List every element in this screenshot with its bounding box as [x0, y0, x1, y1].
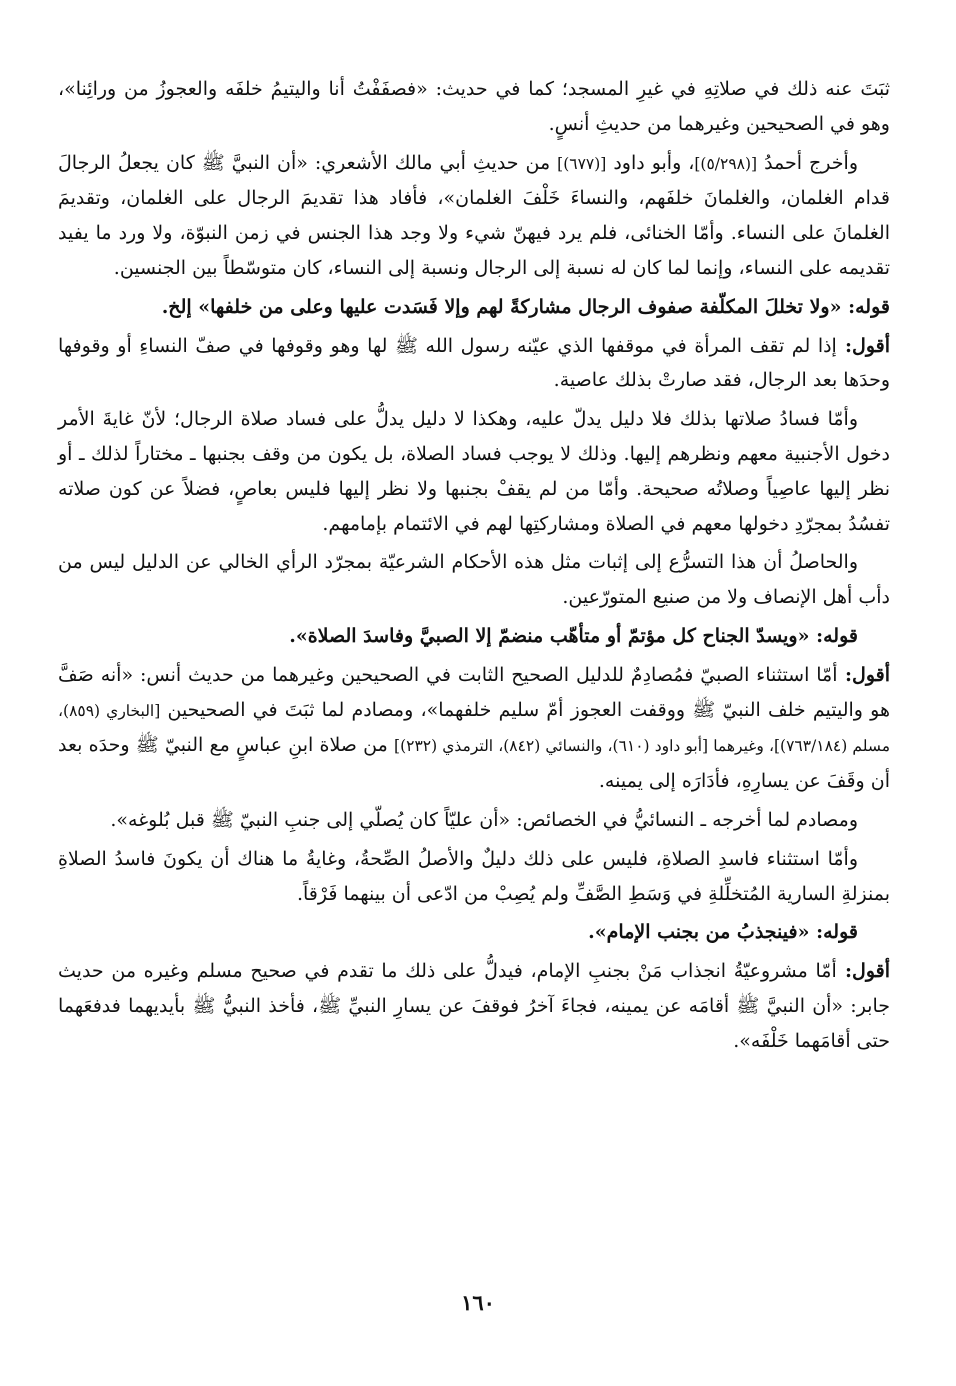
answer-3	[58, 954, 890, 1058]
page-number: ١٦٠	[461, 1290, 495, 1315]
paragraph-2-text-a: وأخرج أحمدُ	[757, 151, 858, 174]
answer-2-text-a: أمّا استثناء الصبيّ فمُصادِمٌ للدليل الصحيح الثابت في الصحيحين وغيرهما من حديث أنس: «أنه صَفَّ هو واليتيم خلف النبيّ ﷺ ووقفت العجوز أمّ سليم خلفهما»، ومصادم لما ثبَتَ في الصحيحين	[58, 663, 890, 721]
quote-3-text: «فينجذبُ من بجنب الإمام».	[588, 921, 810, 944]
answer-2-text-b: من صلاة ابنِ عباسٍ مع النبيّ ﷺ وحدَه بعد أن وقَفَ عن يسارِهِ، فأدَارَه إلى يمينه.	[58, 734, 890, 793]
citation-abu-dawud: [(٦٧٧)]	[557, 154, 607, 173]
quote-3	[58, 915, 890, 950]
quote-1-text: «ولا تخللَ المكلّفة صفوف الرجال مشاركةً لهم وإلا فَسَدت عليها وعلى من خلفها» إلخ.	[161, 295, 842, 318]
paragraph-1: ثبَتَ عنه ذلك في صلاتِهِ في غيرِ المسجد؛ كما في حديث: «فصفَفْتُ أنا واليتيمُ خلفَه والعجوزُ من ورائِنا»، وهو في الصحيحين وغيرهما من حديثِ أنسٍ.	[58, 78, 890, 135]
answer-2	[58, 658, 890, 799]
citation-sahihayn: [البخاري (٨٥٩)، مسلم (٧٦٣/١٨٤)]، وغيرهما [أبو داود (٦١٠)، والنسائي (٨٤٢)، الترمذي (٢٣٢)]	[58, 701, 890, 756]
answer-1-label: أقول:	[836, 334, 890, 357]
paragraph-6: وأمّا استثناء فاسدِ الصلاةِ، فليس على ذلك دليلٌ والأصلُ الصِّحةُ، وغايةُ ما هناك أن يكونَ فاسدُ الصلاةِ بمنزلةِ السارية المُتخلِّلةِ في وَسَطِ الصَّفِّ ولم يُصِبْ من ادّعى أن بينهما فَرْقاً.	[58, 847, 890, 905]
quote-3-label: قوله:	[809, 921, 858, 944]
paragraph-2-text-b: ، وأبو داود	[606, 151, 695, 174]
paragraph-3: وأمّا فسادُ صلاتها بذلك فلا دليل يدلّ عليه، وهكذا لا دليل يدلُّ على فساد صلاة الرجال؛ لأنّ غايةَ الأمر دخول الأجنبية معهم ونظرهم إليها. وذلك لا يوجب فساد الصلاة، بل يكون من وقف بجنبها ـ مختاراً لذلك ـ أو نظر إليها عاصِياً وصلاتُه صحيحة. وأمّا من لم يقفْ بجنبها ولا نظر إليها فليس بعاصٍ، فضلاً عن كون صلاته تفسُدُ بمجرّدِ دخولها معهم في الصلاة ومشاركتِها لهم في الائتمام بإمامهم.	[58, 408, 890, 535]
paragraph-4: والحاصلُ أن هذا التسرُّع إلى إثبات مثل هذه الأحكام الشرعيّة بمجرّد الرأي الخالي عن الدليل ليس من دأب أهل الإنصاف ولا من صنيع المتورّعين.	[58, 551, 890, 609]
paragraph-5: ومصادم لما أخرجه ـ النسائيُّ في الخصائص: «أن عليّاً كان يُصلّي إلى جنبِ النبيّ ﷺ قبل بُلوغه».	[110, 808, 858, 831]
quote-2-label: قوله:	[809, 624, 858, 647]
citation-ahmad: [(٥/٢٩٨)]	[694, 154, 758, 173]
quote-2	[58, 619, 890, 654]
answer-1-text: إذا لم تقف المرأة في موقفها الذي عيّنه رسول الله ﷺ لها وهو وقوفها في صفّ النساءِ أو وقوفها وحدَها بعد الرجال، فقد صارتْ بذلك عاصية.	[58, 334, 890, 392]
quote-1	[58, 290, 890, 325]
answer-3-label: أقول:	[836, 960, 890, 983]
answer-3-text: أمّا مشروعيّةُ انجذاب مَنْ بجنبِ الإمام، فيدلُّ على ذلك ما تقدم في صحيح مسلم وغيره من حديث جابر: «أن النبيَّ ﷺ أقامَه عن يمينه، فجاءَ آخرُ فوقفَ عن يسارِ النبيِّ ﷺ، فأخذ النبيُّ ﷺ بأيديهما فدفعَهما حتى أقامَهما خَلْفَه».	[58, 960, 890, 1052]
answer-2-label: أقول:	[837, 663, 890, 686]
paragraph-2-text-c: من حديثِ أبي مالك الأشعري: «أن النبيَّ ﷺ كان يجعلُ الرجالَ قدام الغلمان، والغلمانَ خلفَهم، والنساءَ خَلْفَ الغلمان»، فأفاد هذا تقديمَ الرجال على الغلمان، وتقديمَ الغلمانَ على النساء. وأمّا الخنائى، فلم يرد فيهنّ شيء ولا وجد هذا الجنس في زمن النبوّة، ولا ورد ما يفيد تقديمه على النساء، وإنما لما كان له نسبة إلى الرجال ونسبة إلى النساء، كان متوسّطاً بين الجنسين.	[58, 151, 890, 279]
answer-1	[58, 329, 890, 399]
page-body	[58, 72, 890, 1059]
quote-1-label: قوله:	[841, 295, 890, 318]
paragraph-2	[58, 146, 890, 286]
quote-2-text: «ويسدّ الجناح كل مؤتمّ أو متأهّب منضمّ إلا الصبيَّ وفاسدَ الصلاة».	[289, 624, 810, 647]
